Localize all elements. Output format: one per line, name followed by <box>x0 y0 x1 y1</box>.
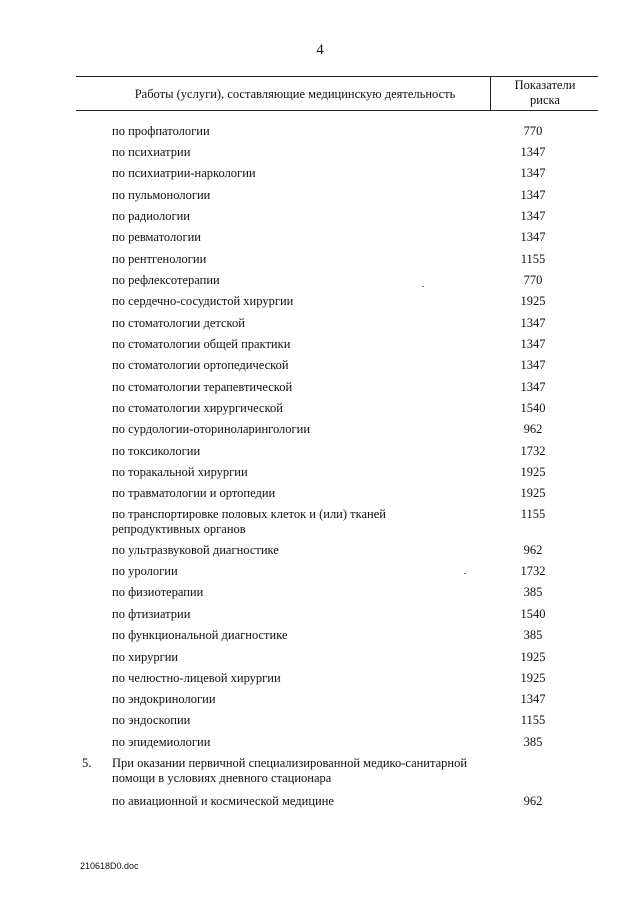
scan-speck <box>464 573 466 574</box>
row-label-line2: репродуктивных органов <box>112 522 246 536</box>
section-title-line1: При оказании первичной специализированной медико-санитарной <box>112 756 468 770</box>
header-risk-column <box>492 78 598 108</box>
section-title-line2: помощи в условиях дневного стационара <box>112 771 332 785</box>
section-number: 5. <box>82 756 92 770</box>
row-label-line1: по транспортировке половых клеток и (или) тканей <box>112 507 386 521</box>
header-risk-line2: риска <box>530 93 560 107</box>
page-number: 4 <box>316 42 324 58</box>
header-column-divider <box>490 76 491 110</box>
header-risk-line1: Показатели <box>514 78 576 92</box>
footer-filename: 210618D0.doc <box>80 861 139 871</box>
header-top-rule <box>76 76 598 77</box>
scan-speck <box>422 286 424 287</box>
header-bottom-rule <box>76 110 598 111</box>
header-works-column: Работы (услуги), составляющие медицинскую деятельность <box>134 87 456 101</box>
